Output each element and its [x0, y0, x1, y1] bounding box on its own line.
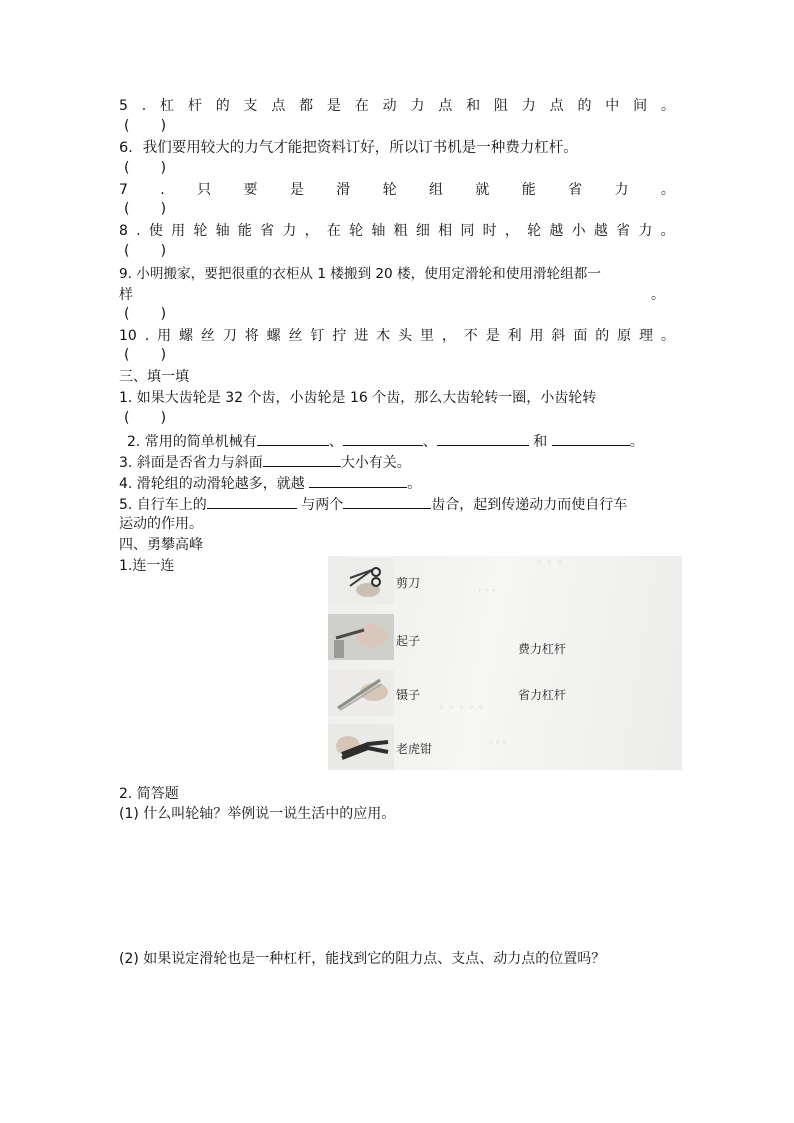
fill-q3-suffix: 大小有关。	[340, 455, 411, 471]
short-answer-q1: (1) 什么叫轮轴？举例说一说生活中的应用。	[119, 806, 396, 822]
question-char: 轴	[215, 223, 230, 239]
question-char: 力	[521, 98, 536, 114]
question-char: 阻	[493, 98, 508, 114]
question-char: 是	[485, 328, 500, 344]
question-char: 的	[595, 328, 610, 344]
question-char: 都	[299, 98, 314, 114]
question-char: ，	[304, 223, 319, 239]
lever-type-save: 省力杠杆	[518, 688, 567, 702]
faint-bleed-4: ◦◦◦	[488, 736, 508, 749]
fill-q3	[119, 451, 675, 473]
question-char: 力	[410, 98, 425, 114]
judge-q8	[119, 221, 675, 241]
fill-q2-end: 。	[629, 434, 644, 450]
fill-q4	[119, 472, 675, 494]
question-char: 使	[148, 223, 163, 239]
question-char: 和	[466, 98, 481, 114]
tool-label-opener: 起子	[396, 634, 421, 648]
connect-title: 1.连一连	[119, 558, 175, 574]
judge-q9-end: 。	[651, 287, 665, 303]
fill-q4-end: 。	[407, 476, 422, 492]
question-char: 是	[289, 182, 304, 198]
question-char: 轴	[371, 223, 386, 239]
fill-q2	[127, 430, 683, 452]
tool-label-pliers: 老虎钳	[396, 742, 433, 756]
fill-q3-blank[interactable]	[263, 451, 341, 467]
question-char: 中	[605, 98, 620, 114]
question-char: 螺	[266, 328, 281, 344]
question-char: 用	[157, 328, 172, 344]
question-char: 进	[354, 328, 369, 344]
tweezers-photo	[328, 670, 394, 716]
fill-q5-line2: 运动的作用。	[119, 516, 203, 532]
section-fill-heading: 三、填一填	[119, 369, 189, 385]
question-char: 在	[354, 98, 369, 114]
question-char: .	[136, 223, 141, 239]
fill-q4-prefix: 4. 滑轮组的动滑轮越多，就越	[119, 476, 310, 492]
question-char: 里	[419, 328, 434, 344]
question-char: 只	[197, 182, 212, 198]
question-char: 用	[529, 328, 544, 344]
fill-q5-suffix: 齿合，起到传递动力而使自行车	[431, 497, 628, 513]
judge-q7-paren: ( )	[124, 201, 167, 217]
question-char: 点	[549, 98, 564, 114]
scissors-icon	[328, 558, 394, 604]
question-char: 的	[215, 98, 230, 114]
pliers-icon	[328, 724, 394, 770]
question-char: 将	[244, 328, 259, 344]
fill-q2-blank-1[interactable]	[257, 430, 329, 446]
faint-bleed-3: ◦ ◦ ◦ ◦ ◦	[438, 701, 485, 714]
question-char: 点	[271, 98, 286, 114]
question-number: 7	[119, 182, 128, 198]
question-char: 时	[482, 223, 497, 239]
fill-q5-prefix: 5. 自行车上的	[119, 497, 207, 513]
question-number: 8	[119, 223, 128, 239]
question-number: 10	[119, 328, 137, 344]
question-char: 力	[638, 223, 653, 239]
question-char: 要	[243, 182, 258, 198]
question-char: 间	[633, 98, 648, 114]
short-answer-title: 2. 简答题	[119, 786, 179, 802]
judge-q7	[119, 180, 675, 200]
fill-q1-paren: ( )	[124, 410, 167, 426]
question-char: 木	[376, 328, 391, 344]
question-char: 。	[660, 223, 675, 239]
question-char: 力	[282, 223, 297, 239]
bottle-opener-photo	[328, 614, 394, 660]
question-char: 点	[438, 98, 453, 114]
short-answer-q2: (2) 如果说定滑轮也是一种杠杆，能找到它的阻力点、支点、动力点的位置吗？	[119, 951, 606, 967]
question-char: 面	[573, 328, 588, 344]
question-char: .	[160, 182, 165, 198]
question-char: 动	[382, 98, 397, 114]
question-char: 省	[616, 223, 631, 239]
fill-q2-sep2: 、	[422, 434, 437, 450]
question-char: 轮	[193, 223, 208, 239]
question-char: 就	[475, 182, 490, 198]
judge-q10-paren: ( )	[124, 347, 167, 363]
judge-q10	[119, 326, 675, 346]
question-char: 原	[617, 328, 632, 344]
judge-q9-line2	[119, 285, 675, 305]
question-char: 螺	[179, 328, 193, 344]
fill-q5-blank-1[interactable]	[207, 493, 297, 509]
question-char: 组	[429, 182, 443, 198]
fill-q2-blank-3[interactable]	[437, 430, 529, 446]
question-char: 力	[614, 182, 629, 198]
question-char: ，	[441, 328, 456, 344]
tool-label-tweezers: 镊子	[396, 688, 421, 702]
question-char: 钉	[310, 328, 325, 344]
fill-q5	[119, 493, 675, 515]
question-char: 的	[577, 98, 592, 114]
question-char: 细	[415, 223, 430, 239]
tool-label-scissors: 剪刀	[396, 576, 421, 590]
judge-q9-paren: ( )	[124, 306, 167, 322]
question-char: 滑	[336, 182, 351, 198]
pliers-photo	[328, 724, 394, 770]
tweezers-icon	[328, 670, 394, 716]
fill-q3-prefix: 3. 斜面是否省力与斜面	[119, 455, 263, 471]
question-char: .	[141, 98, 147, 114]
judge-q9-line2-text: 样	[119, 287, 133, 303]
question-char: 丝	[200, 328, 215, 344]
fill-q2-prefix: 2. 常用的简单机械有	[127, 434, 257, 450]
question-char: 利	[507, 328, 522, 344]
question-char: 支	[243, 98, 258, 114]
judge-q9-line1: 9. 小明搬家，要把很重的衣柜从 1 楼搬到 20 楼，使用定滑轮和使用滑轮组都一	[119, 266, 601, 282]
question-char: 轮	[527, 223, 542, 239]
question-char: 能	[237, 223, 252, 239]
question-char: 。	[660, 182, 675, 198]
question-char: 越	[593, 223, 608, 239]
connect-photo-panel	[328, 556, 682, 770]
question-number: 5	[119, 98, 128, 114]
question-char: 是	[327, 98, 341, 114]
question-char: ，	[504, 223, 519, 239]
question-char: 杆	[187, 98, 202, 114]
fill-q2-sep3: 和	[533, 434, 548, 450]
question-char: .	[144, 328, 150, 344]
question-char: 不	[463, 328, 478, 344]
question-char: 轮	[382, 182, 397, 198]
question-char: 。	[660, 328, 675, 344]
question-char: 小	[571, 223, 586, 239]
question-char: 丝	[288, 328, 303, 344]
question-char: 杠	[160, 98, 175, 114]
fill-q2-blank-4[interactable]	[552, 430, 630, 446]
question-char: 理	[639, 328, 654, 344]
question-char: 轮	[349, 223, 364, 239]
question-char: 省	[568, 182, 583, 198]
lever-type-effort: 费力杠杆	[518, 642, 567, 656]
question-char: 同	[460, 223, 475, 239]
faint-bleed-1: ◦ ◦ ◦	[536, 556, 563, 569]
fill-q4-blank[interactable]	[309, 472, 407, 488]
fill-q2-blank-2[interactable]	[343, 430, 423, 446]
question-char: 头	[398, 328, 413, 344]
bottle-opener-icon	[328, 614, 394, 660]
judge-q5-paren: ( )	[124, 118, 167, 134]
scissors-photo	[328, 558, 394, 604]
question-char: 相	[438, 223, 453, 239]
question-char: 能	[521, 182, 536, 198]
question-char: 越	[549, 223, 564, 239]
fill-q5-middle: 与两个	[296, 497, 344, 513]
question-char: 在	[326, 223, 341, 239]
judge-q5	[119, 96, 675, 116]
fill-q2-sep1: 、	[328, 434, 343, 450]
question-char: 拧	[332, 328, 347, 344]
question-char: 刀	[222, 328, 237, 344]
section-challenge-heading: 四、勇攀高峰	[119, 537, 203, 553]
judge-q8-paren: ( )	[124, 243, 167, 259]
question-char: 。	[660, 98, 675, 114]
judge-q6: 6．我们要用较大的力气才能把资料订好，所以订书机是一种费力杠杆。	[119, 140, 578, 156]
faint-bleed-2: · · ·	[478, 584, 496, 597]
question-char: 斜	[551, 328, 566, 344]
fill-q5-blank-2[interactable]	[343, 493, 431, 509]
question-char: 省	[260, 223, 275, 239]
judge-q6-paren: ( )	[124, 160, 167, 176]
question-char: 用	[171, 223, 186, 239]
question-char: 粗	[393, 223, 408, 239]
fill-q1: 1. 如果大齿轮是 32 个齿，小齿轮是 16 个齿，那么大齿轮转一圈，小齿轮转	[119, 390, 597, 406]
